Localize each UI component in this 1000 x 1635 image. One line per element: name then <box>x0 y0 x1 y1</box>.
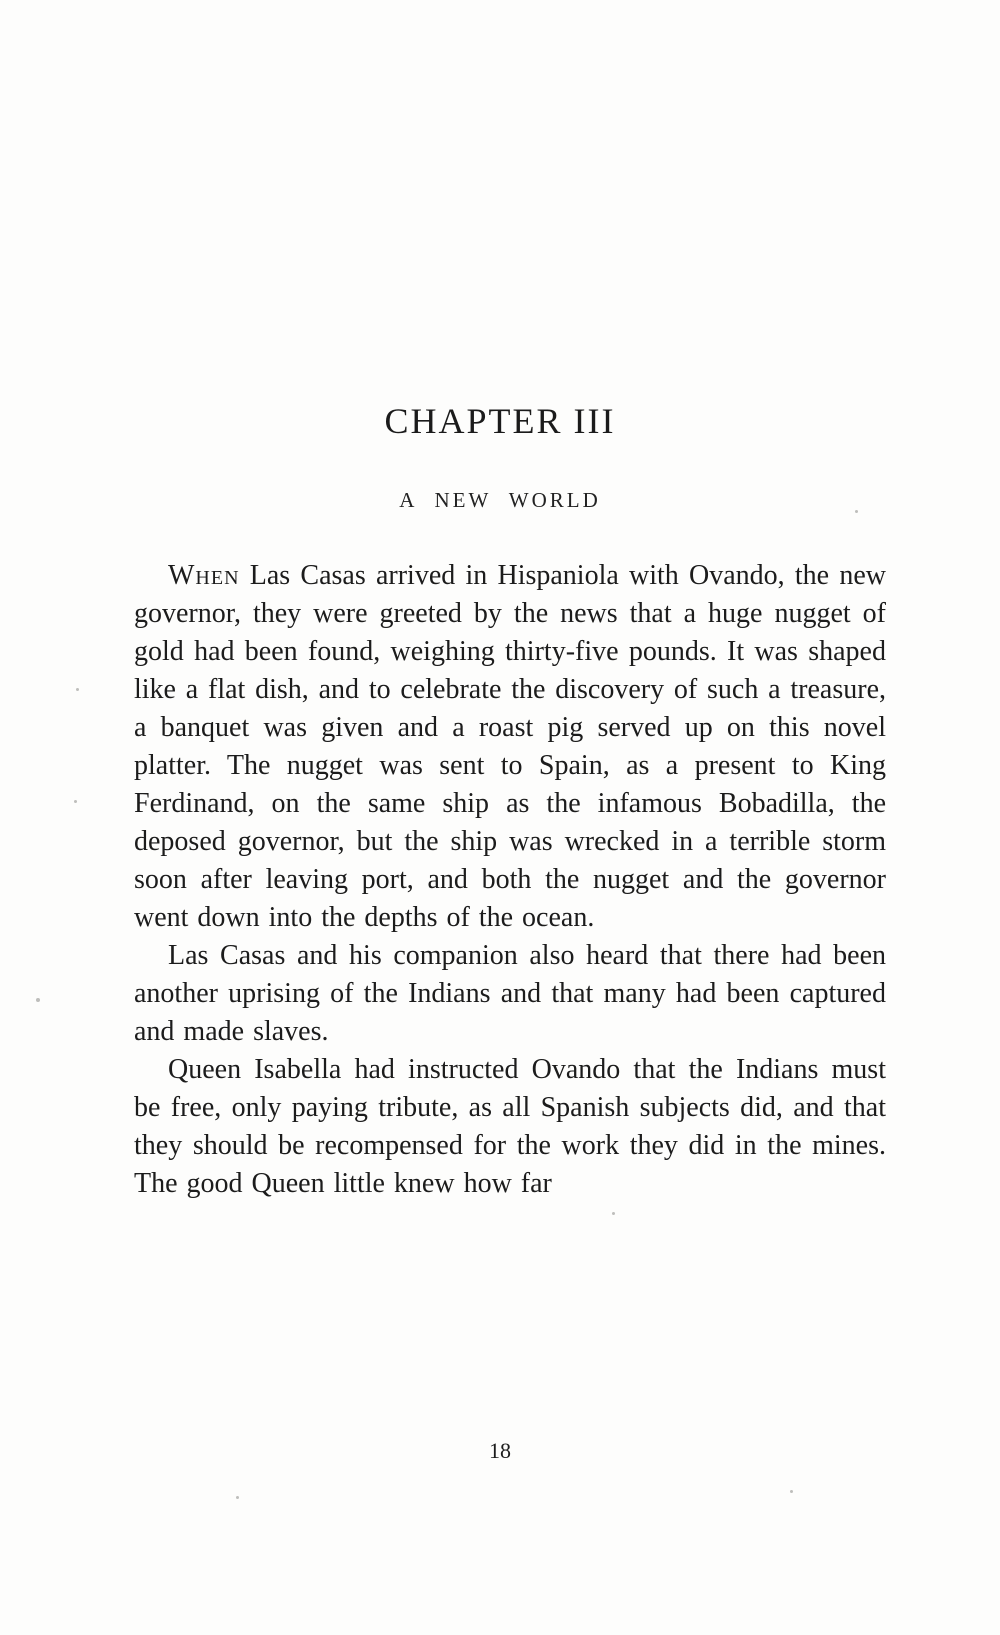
scan-speck <box>855 510 858 513</box>
section-title: A NEW WORLD <box>399 488 601 512</box>
body-text <box>134 557 886 1203</box>
paragraph-1 <box>134 557 886 937</box>
scan-speck <box>76 688 79 691</box>
scan-speck <box>36 998 40 1002</box>
paragraph-3: Queen Isabella had instructed Ovando that the Indians must be free, only paying tribute, as all Spanish subjects did, and that they should be recompensed for the work they did in the mines. The good Queen little knew how far <box>134 1054 886 1199</box>
scan-speck <box>236 1496 239 1499</box>
paragraph-1-text: Las Casas arrived in Hispaniola with Ovando, the new governor, they were greeted by the news that a huge nugget of gold had been found, weighing thirty-five pounds. It was shaped like a flat dish, and to celebrate the discovery of such a treasure, a banquet was given and a roast pig served up on this novel platter. The nugget was sent to Spain, as a present to King Ferdinand, on the same ship as the infamous Bobadilla, the deposed governor, but the ship was wrecked in a terrible storm soon after leaving port, and both the nugget and the governor went down into the depths of the ocean. <box>134 560 886 933</box>
paragraph-2: Las Casas and his companion also heard that there had been another uprising of the Indians and that many had been captured and made slaves. <box>134 940 886 1047</box>
scan-speck <box>790 1490 793 1493</box>
page-number: 18 <box>489 1438 511 1463</box>
chapter-title: CHAPTER III <box>384 401 616 441</box>
scan-speck <box>74 800 77 803</box>
paragraph-1-lead-word: When <box>168 560 240 591</box>
scan-speck <box>612 1212 615 1215</box>
